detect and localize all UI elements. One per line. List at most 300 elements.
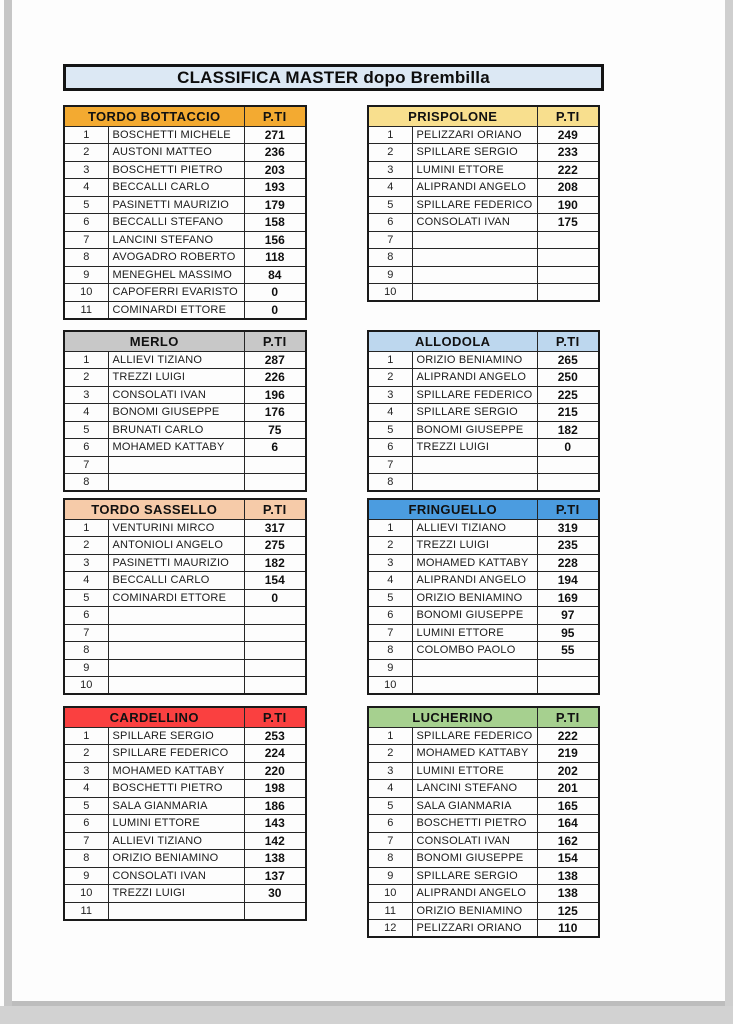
- name-cell: SALA GIANMARIA: [108, 797, 244, 815]
- points-cell: [537, 231, 599, 249]
- table-row: [64, 196, 306, 214]
- table-row: [368, 249, 599, 267]
- points-cell: [244, 456, 306, 474]
- name-cell: LUMINI ETTORE: [108, 815, 244, 833]
- table-header-species: TORDO BOTTACCIO: [64, 106, 244, 126]
- document-title: [63, 64, 604, 91]
- table-cardellino: [63, 706, 307, 921]
- name-cell: LUMINI ETTORE: [412, 762, 537, 780]
- scan-margin-right: [725, 0, 733, 1006]
- rank-cell: 4: [64, 179, 108, 197]
- table-allodola: [367, 330, 600, 492]
- table-row: [64, 404, 306, 422]
- rank-cell: 11: [64, 902, 108, 920]
- name-cell: ORIZIO BENIAMINO: [412, 589, 537, 607]
- name-cell: BONOMI GIUSEPPE: [412, 607, 537, 625]
- name-cell: ALIPRANDI ANGELO: [412, 572, 537, 590]
- table-row: [64, 867, 306, 885]
- points-cell: 271: [244, 126, 306, 144]
- rank-cell: 9: [368, 659, 412, 677]
- rank-cell: 11: [368, 902, 412, 920]
- name-cell: [412, 284, 537, 302]
- table-header-species: ALLODOLA: [368, 331, 537, 351]
- table-row: [64, 642, 306, 660]
- points-cell: [537, 677, 599, 695]
- name-cell: ALLIEVI TIZIANO: [412, 519, 537, 537]
- table-row: [64, 797, 306, 815]
- points-cell: 0: [244, 284, 306, 302]
- ranking-table: [63, 105, 307, 320]
- points-cell: 84: [244, 266, 306, 284]
- table-row: [368, 179, 599, 197]
- name-cell: [108, 902, 244, 920]
- points-cell: 198: [244, 780, 306, 798]
- table-row: [368, 815, 599, 833]
- name-cell: [108, 456, 244, 474]
- table-row: [64, 815, 306, 833]
- name-cell: AVOGADRO ROBERTO: [108, 249, 244, 267]
- points-cell: 190: [537, 196, 599, 214]
- rank-cell: 3: [368, 762, 412, 780]
- table-row: [64, 885, 306, 903]
- table-row: [64, 474, 306, 492]
- rank-cell: 5: [368, 589, 412, 607]
- rank-cell: 8: [368, 249, 412, 267]
- table-header-species: MERLO: [64, 331, 244, 351]
- rank-cell: 7: [64, 624, 108, 642]
- table-header-species: LUCHERINO: [368, 707, 537, 727]
- name-cell: [108, 642, 244, 660]
- rank-cell: 10: [64, 885, 108, 903]
- name-cell: ORIZIO BENIAMINO: [108, 850, 244, 868]
- table-row: [64, 554, 306, 572]
- table-row: [368, 920, 599, 938]
- name-cell: BOSCHETTI PIETRO: [412, 815, 537, 833]
- rank-cell: 2: [64, 144, 108, 162]
- table-row: [368, 642, 599, 660]
- table-row: [64, 519, 306, 537]
- points-cell: 30: [244, 885, 306, 903]
- name-cell: SPILLARE FEDERICO: [412, 727, 537, 745]
- name-cell: SPILLARE FEDERICO: [412, 386, 537, 404]
- table-merlo: [63, 330, 307, 492]
- points-cell: 182: [537, 421, 599, 439]
- points-cell: 179: [244, 196, 306, 214]
- name-cell: SPILLARE SERGIO: [412, 144, 537, 162]
- table-row: [64, 231, 306, 249]
- table-row: [368, 677, 599, 695]
- scan-margin-bottom: [0, 1006, 733, 1024]
- rank-cell: 6: [64, 214, 108, 232]
- points-cell: 220: [244, 762, 306, 780]
- name-cell: [412, 677, 537, 695]
- name-cell: ORIZIO BENIAMINO: [412, 902, 537, 920]
- table-row: [368, 607, 599, 625]
- points-cell: 253: [244, 727, 306, 745]
- rank-cell: 6: [368, 607, 412, 625]
- points-cell: 95: [537, 624, 599, 642]
- rank-cell: 5: [64, 589, 108, 607]
- points-cell: 0: [244, 589, 306, 607]
- table-row: [368, 161, 599, 179]
- table-row: [368, 421, 599, 439]
- table-row: [368, 214, 599, 232]
- table-header-points: P.TI: [244, 707, 306, 727]
- table-row: [368, 404, 599, 422]
- table-row: [64, 439, 306, 457]
- name-cell: PASINETTI MAURIZIO: [108, 196, 244, 214]
- name-cell: BONOMI GIUSEPPE: [108, 404, 244, 422]
- table-row: [368, 456, 599, 474]
- rank-cell: 10: [64, 284, 108, 302]
- rank-cell: 3: [64, 554, 108, 572]
- name-cell: SPILLARE FEDERICO: [412, 196, 537, 214]
- table-lucherino: [367, 706, 600, 938]
- table-header-species: FRINGUELLO: [368, 499, 537, 519]
- ranking-table: [63, 706, 307, 921]
- points-cell: 193: [244, 179, 306, 197]
- name-cell: PELIZZARI ORIANO: [412, 920, 537, 938]
- ranking-table: [367, 498, 600, 695]
- name-cell: CONSOLATI IVAN: [108, 867, 244, 885]
- ranking-table: [367, 330, 600, 492]
- rank-cell: 5: [368, 421, 412, 439]
- points-cell: 110: [537, 920, 599, 938]
- rank-cell: 2: [64, 369, 108, 387]
- points-cell: 225: [537, 386, 599, 404]
- table-row: [368, 144, 599, 162]
- points-cell: [244, 677, 306, 695]
- name-cell: BECCALLI STEFANO: [108, 214, 244, 232]
- name-cell: [108, 474, 244, 492]
- points-cell: 236: [244, 144, 306, 162]
- table-row: [368, 266, 599, 284]
- table-header-points: P.TI: [537, 331, 599, 351]
- table-header-points: P.TI: [537, 707, 599, 727]
- rank-cell: 9: [64, 266, 108, 284]
- rank-cell: 9: [64, 867, 108, 885]
- points-cell: 215: [537, 404, 599, 422]
- rank-cell: 9: [368, 867, 412, 885]
- table-row: [64, 727, 306, 745]
- ranking-table: [63, 330, 307, 492]
- name-cell: [412, 659, 537, 677]
- table-row: [64, 386, 306, 404]
- points-cell: 235: [537, 537, 599, 555]
- points-cell: 228: [537, 554, 599, 572]
- name-cell: [108, 624, 244, 642]
- name-cell: [108, 659, 244, 677]
- rank-cell: 8: [64, 474, 108, 492]
- table-row: [368, 126, 599, 144]
- rank-cell: 10: [64, 677, 108, 695]
- points-cell: 75: [244, 421, 306, 439]
- rank-cell: 3: [368, 386, 412, 404]
- points-cell: 165: [537, 797, 599, 815]
- points-cell: 118: [244, 249, 306, 267]
- rank-cell: 8: [368, 850, 412, 868]
- name-cell: SPILLARE SERGIO: [412, 404, 537, 422]
- points-cell: 143: [244, 815, 306, 833]
- points-cell: [537, 266, 599, 284]
- table-row: [64, 284, 306, 302]
- table-row: [64, 850, 306, 868]
- points-cell: 196: [244, 386, 306, 404]
- rank-cell: 1: [64, 126, 108, 144]
- points-cell: 222: [537, 161, 599, 179]
- points-cell: [537, 284, 599, 302]
- rank-cell: 7: [64, 456, 108, 474]
- name-cell: CAPOFERRI EVARISTO: [108, 284, 244, 302]
- points-cell: 222: [537, 727, 599, 745]
- name-cell: ALIPRANDI ANGELO: [412, 179, 537, 197]
- points-cell: 176: [244, 404, 306, 422]
- name-cell: SPILLARE SERGIO: [412, 867, 537, 885]
- name-cell: LUMINI ETTORE: [412, 161, 537, 179]
- rank-cell: 7: [64, 832, 108, 850]
- rank-cell: 2: [368, 745, 412, 763]
- points-cell: 154: [244, 572, 306, 590]
- table-row: [368, 554, 599, 572]
- table-row: [64, 421, 306, 439]
- table-row: [368, 351, 599, 369]
- rank-cell: 11: [64, 301, 108, 319]
- points-cell: 224: [244, 745, 306, 763]
- points-cell: 162: [537, 832, 599, 850]
- rank-cell: 3: [368, 161, 412, 179]
- table-row: [368, 902, 599, 920]
- name-cell: ALLIEVI TIZIANO: [108, 832, 244, 850]
- points-cell: [537, 456, 599, 474]
- points-cell: 55: [537, 642, 599, 660]
- name-cell: MOHAMED KATTABY: [412, 554, 537, 572]
- rank-cell: 4: [64, 572, 108, 590]
- rank-cell: 2: [64, 537, 108, 555]
- table-row: [368, 659, 599, 677]
- table-header-points: P.TI: [537, 499, 599, 519]
- table-header-points: P.TI: [244, 106, 306, 126]
- table-row: [64, 179, 306, 197]
- table-row: [64, 537, 306, 555]
- name-cell: TREZZI LUIGI: [412, 439, 537, 457]
- table-header-species: TORDO SASSELLO: [64, 499, 244, 519]
- rank-cell: 1: [368, 519, 412, 537]
- table-row: [368, 519, 599, 537]
- name-cell: AUSTONI MATTEO: [108, 144, 244, 162]
- name-cell: COMINARDI ETTORE: [108, 301, 244, 319]
- name-cell: COLOMBO PAOLO: [412, 642, 537, 660]
- table-row: [64, 126, 306, 144]
- rank-cell: 5: [368, 797, 412, 815]
- name-cell: ANTONIOLI ANGELO: [108, 537, 244, 555]
- table-row: [64, 659, 306, 677]
- table-header-points: P.TI: [244, 499, 306, 519]
- points-cell: 138: [244, 850, 306, 868]
- rank-cell: 6: [64, 439, 108, 457]
- rank-cell: 10: [368, 284, 412, 302]
- name-cell: MOHAMED KATTABY: [108, 439, 244, 457]
- name-cell: [412, 456, 537, 474]
- name-cell: [412, 249, 537, 267]
- name-cell: [412, 266, 537, 284]
- table-row: [368, 780, 599, 798]
- rank-cell: 5: [64, 421, 108, 439]
- name-cell: [412, 231, 537, 249]
- table-row: [368, 745, 599, 763]
- name-cell: [412, 474, 537, 492]
- table-row: [368, 850, 599, 868]
- table-row: [64, 351, 306, 369]
- table-row: [64, 369, 306, 387]
- rank-cell: 8: [64, 249, 108, 267]
- points-cell: 0: [244, 301, 306, 319]
- points-cell: [244, 659, 306, 677]
- points-cell: 287: [244, 351, 306, 369]
- table-row: [368, 231, 599, 249]
- table-row: [368, 572, 599, 590]
- table-tordo-bottaccio: [63, 105, 307, 320]
- rank-cell: 3: [64, 386, 108, 404]
- points-cell: 138: [537, 885, 599, 903]
- points-cell: 0: [537, 439, 599, 457]
- rank-cell: 2: [368, 537, 412, 555]
- table-row: [368, 797, 599, 815]
- rank-cell: 5: [64, 196, 108, 214]
- table-row: [64, 745, 306, 763]
- points-cell: 156: [244, 231, 306, 249]
- name-cell: MOHAMED KATTABY: [412, 745, 537, 763]
- name-cell: BOSCHETTI MICHELE: [108, 126, 244, 144]
- rank-cell: 4: [368, 572, 412, 590]
- name-cell: BOSCHETTI PIETRO: [108, 780, 244, 798]
- name-cell: BONOMI GIUSEPPE: [412, 850, 537, 868]
- points-cell: [244, 624, 306, 642]
- table-row: [64, 780, 306, 798]
- name-cell: ALLIEVI TIZIANO: [108, 351, 244, 369]
- rank-cell: 4: [368, 404, 412, 422]
- rank-cell: 9: [368, 266, 412, 284]
- document-title-text: CLASSIFICA MASTER dopo Brembilla: [177, 67, 490, 87]
- table-row: [368, 284, 599, 302]
- rank-cell: 7: [368, 624, 412, 642]
- name-cell: CONSOLATI IVAN: [412, 214, 537, 232]
- rank-cell: 6: [368, 815, 412, 833]
- table-row: [64, 214, 306, 232]
- name-cell: PELIZZARI ORIANO: [412, 126, 537, 144]
- points-cell: 226: [244, 369, 306, 387]
- points-cell: [244, 642, 306, 660]
- points-cell: 275: [244, 537, 306, 555]
- points-cell: 208: [537, 179, 599, 197]
- rank-cell: 1: [64, 351, 108, 369]
- name-cell: LUMINI ETTORE: [412, 624, 537, 642]
- rank-cell: 8: [64, 850, 108, 868]
- rank-cell: 1: [64, 727, 108, 745]
- table-row: [368, 439, 599, 457]
- rank-cell: 10: [368, 677, 412, 695]
- table-row: [64, 902, 306, 920]
- points-cell: 138: [537, 867, 599, 885]
- rank-cell: 9: [64, 659, 108, 677]
- points-cell: 202: [537, 762, 599, 780]
- rank-cell: 1: [368, 351, 412, 369]
- rank-cell: 7: [368, 456, 412, 474]
- name-cell: SALA GIANMARIA: [412, 797, 537, 815]
- points-cell: 203: [244, 161, 306, 179]
- table-row: [64, 301, 306, 319]
- points-cell: 265: [537, 351, 599, 369]
- points-cell: 201: [537, 780, 599, 798]
- name-cell: MOHAMED KATTABY: [108, 762, 244, 780]
- table-row: [368, 727, 599, 745]
- rank-cell: 8: [368, 474, 412, 492]
- table-row: [64, 456, 306, 474]
- points-cell: 137: [244, 867, 306, 885]
- ranking-table: [63, 498, 307, 695]
- table-row: [368, 196, 599, 214]
- points-cell: [244, 474, 306, 492]
- points-cell: [244, 902, 306, 920]
- rank-cell: 4: [64, 404, 108, 422]
- table-row: [64, 144, 306, 162]
- name-cell: LANCINI STEFANO: [412, 780, 537, 798]
- name-cell: [108, 677, 244, 695]
- rank-cell: 10: [368, 885, 412, 903]
- table-row: [368, 867, 599, 885]
- rank-cell: 3: [368, 554, 412, 572]
- table-row: [368, 474, 599, 492]
- table-row: [368, 762, 599, 780]
- name-cell: BONOMI GIUSEPPE: [412, 421, 537, 439]
- points-cell: 154: [537, 850, 599, 868]
- table-header-points: P.TI: [537, 106, 599, 126]
- name-cell: SPILLARE SERGIO: [108, 727, 244, 745]
- table-header-species: PRISPOLONE: [368, 106, 537, 126]
- points-cell: 6: [244, 439, 306, 457]
- points-cell: [537, 659, 599, 677]
- points-cell: [537, 249, 599, 267]
- rank-cell: 7: [64, 231, 108, 249]
- points-cell: 319: [537, 519, 599, 537]
- table-fringuello: [367, 498, 600, 695]
- name-cell: TREZZI LUIGI: [412, 537, 537, 555]
- table-tordo-sassello: [63, 498, 307, 695]
- points-cell: 125: [537, 902, 599, 920]
- table-row: [64, 249, 306, 267]
- points-cell: 194: [537, 572, 599, 590]
- rank-cell: 5: [368, 196, 412, 214]
- ranking-table: [367, 706, 600, 938]
- rank-cell: 12: [368, 920, 412, 938]
- name-cell: BECCALLI CARLO: [108, 179, 244, 197]
- name-cell: VENTURINI MIRCO: [108, 519, 244, 537]
- table-row: [64, 624, 306, 642]
- rank-cell: 6: [64, 815, 108, 833]
- name-cell: BOSCHETTI PIETRO: [108, 161, 244, 179]
- rank-cell: 7: [368, 231, 412, 249]
- rank-cell: 1: [64, 519, 108, 537]
- table-row: [368, 885, 599, 903]
- name-cell: MENEGHEL MASSIMO: [108, 266, 244, 284]
- table-row: [368, 832, 599, 850]
- name-cell: BRUNATI CARLO: [108, 421, 244, 439]
- table-row: [368, 624, 599, 642]
- points-cell: 182: [244, 554, 306, 572]
- table-row: [368, 537, 599, 555]
- table-row: [64, 266, 306, 284]
- rank-cell: 6: [368, 439, 412, 457]
- scan-margin-left: [4, 0, 12, 1006]
